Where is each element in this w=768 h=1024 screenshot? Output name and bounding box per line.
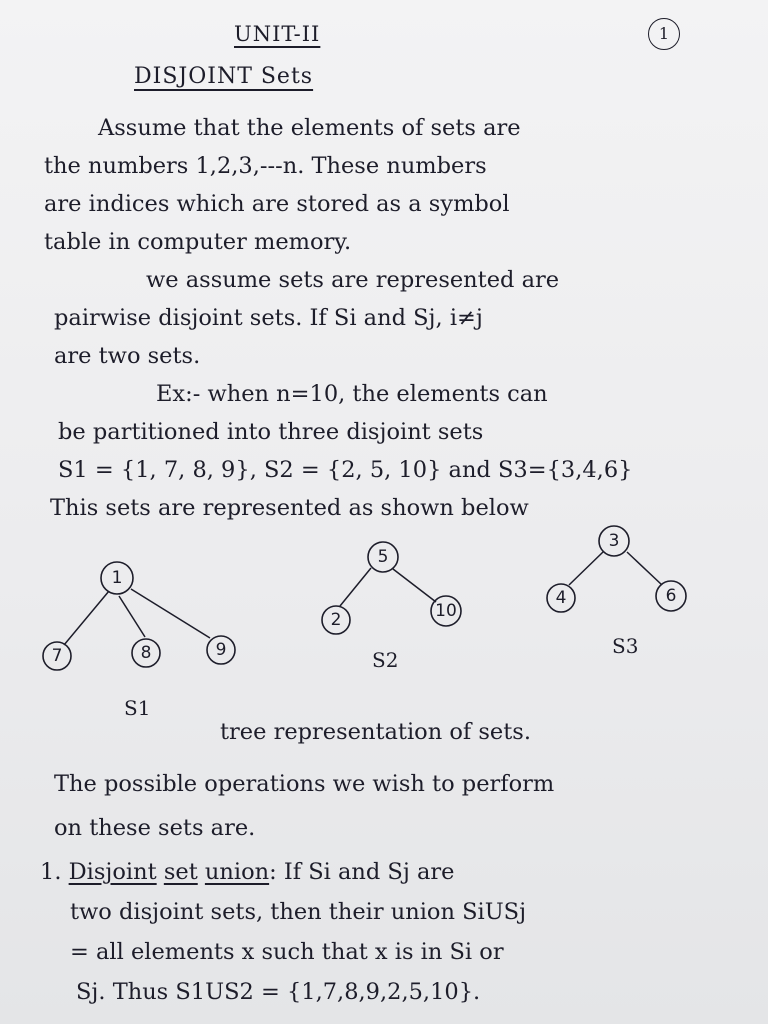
node-5-label: 5	[377, 547, 389, 567]
op1-line-2: two disjoint sets, then their union SiUSj	[70, 899, 527, 925]
para1-line-1: Assume that the elements of sets are	[98, 115, 521, 141]
diagram-caption: tree representation of sets.	[220, 719, 531, 745]
para1-line-4: table in computer memory.	[44, 229, 352, 255]
edge-3-6	[627, 552, 662, 585]
node-3-label: 3	[608, 531, 620, 551]
edge-1-9	[131, 589, 210, 638]
tree-label-s2: S2	[372, 648, 399, 672]
example-line-3: S1 = {1, 7, 8, 9}, S2 = {2, 5, 10} and S3={3,4,6}	[58, 457, 633, 483]
para2-line-1: we assume sets are represented are	[146, 267, 560, 293]
tree-label-s1: S1	[124, 696, 151, 720]
op1-term-union: union	[204, 859, 270, 885]
op1-line-1-rest: : If Si and Sj are	[269, 859, 455, 885]
node-6-label: 6	[665, 586, 677, 606]
op1-line-3: = all elements x such that x is in Si or	[70, 939, 504, 965]
example-line-4: This sets are represented as shown below	[50, 495, 529, 521]
tree-label-s3: S3	[612, 634, 639, 658]
node-2-label: 2	[330, 610, 342, 630]
edge-5-2	[340, 568, 371, 606]
node-9-label: 9	[215, 640, 227, 660]
example-line-1: Ex:- when n=10, the elements can	[156, 381, 548, 407]
page-number: 1	[648, 18, 680, 50]
unit-heading: UNIT-II	[234, 22, 321, 46]
node-1-label: 1	[111, 568, 123, 588]
op1-term-disjoint: Disjoint	[68, 859, 157, 885]
para2-line-2: pairwise disjoint sets. If Si and Sj, i≠j	[54, 305, 483, 331]
ops-intro-line-2: on these sets are.	[54, 815, 256, 841]
example-line-2: be partitioned into three disjoint sets	[58, 419, 484, 445]
node-10-label: 10	[435, 601, 457, 621]
edge-3-4	[569, 552, 603, 585]
para2-line-3: are two sets.	[54, 343, 201, 369]
op1-term-set: set	[163, 859, 198, 885]
edge-5-10	[393, 569, 436, 602]
op1-line-1	[40, 858, 454, 886]
node-4-label: 4	[555, 588, 567, 608]
para1-line-3: are indices which are stored as a symbol	[44, 191, 510, 217]
op1-line-4: Sj. Thus S1US2 = {1,7,8,9,2,5,10}.	[76, 979, 481, 1005]
para1-line-2: the numbers 1,2,3,---n. These numbers	[44, 153, 487, 179]
op1-number: 1.	[40, 859, 62, 885]
edge-1-7	[64, 591, 109, 645]
ops-intro-line-1: The possible operations we wish to perform	[54, 771, 555, 797]
page-title: DISJOINT Sets	[134, 64, 314, 89]
node-8-label: 8	[140, 643, 152, 663]
node-7-label: 7	[51, 646, 63, 666]
edge-1-8	[119, 596, 145, 637]
